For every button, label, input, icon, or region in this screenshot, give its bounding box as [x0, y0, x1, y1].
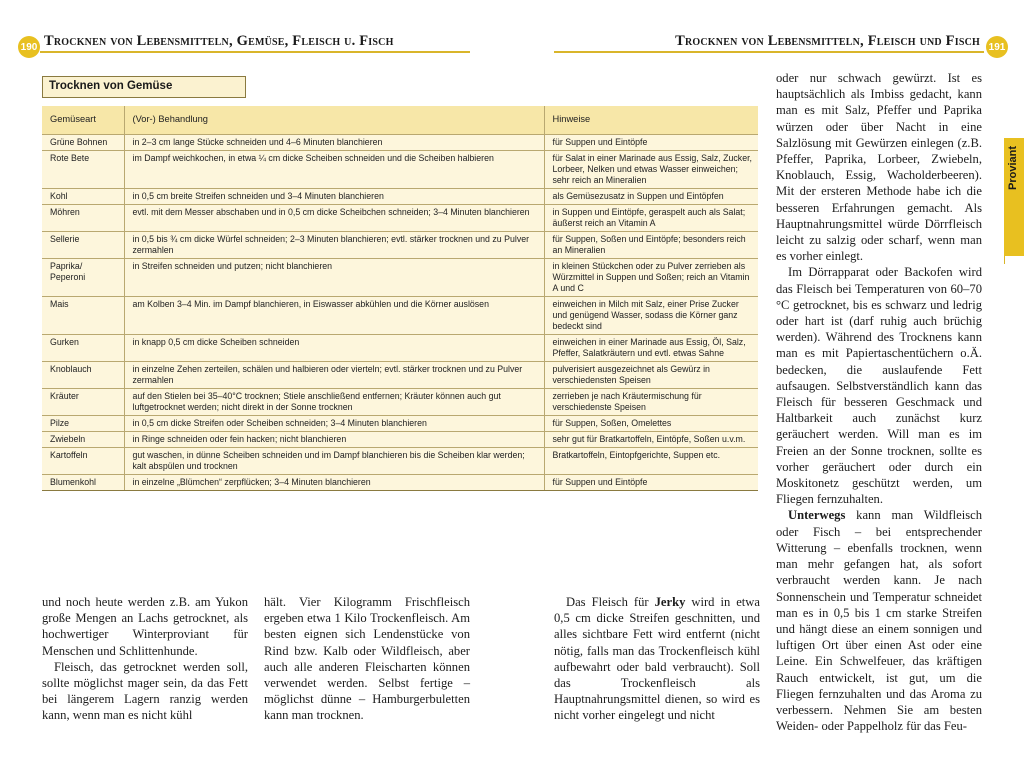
- cell-behandlung: evtl. mit dem Messer abschaben und in 0,5 cm dicke Scheibchen schneiden; 3–4 Minuten blanchieren: [124, 204, 544, 231]
- table-title: Trocknen von Gemüse: [42, 76, 246, 98]
- header-hinweise: Hinweise: [544, 106, 758, 134]
- cell-hinweise: in kleinen Stückchen oder zu Pulver zerrieben als Würzmittel in Suppen und Soßen; reich an Vitamin A und C: [544, 258, 758, 296]
- paragraph-jerky: Das Fleisch für Jerky wird in etwa 0,5 cm dicke Streifen geschnitten, und alles sichtbare Fett wird entfernt (nicht nötig, falls man das Trockenfleisch kühl aufbewahrt oder bald verbraucht). Soll das Trockenfleisch als Hauptnahrungsmittel dienen, so wird es nicht vorher eingelegt und nicht: [554, 595, 760, 723]
- cell-behandlung: in knapp 0,5 cm dicke Scheiben schneiden: [124, 334, 544, 361]
- cell-behandlung: in einzelne „Blümchen“ zerpflücken; 3–4 Minuten blanchieren: [124, 474, 544, 490]
- cell-gemueseart: Blumenkohl: [42, 474, 124, 490]
- running-head-left: Trocknen von Lebensmitteln, Gemüse, Fleisch u. Fisch: [44, 33, 394, 49]
- paragraph: hält. Vier Kilogramm Frischfleisch ergeben etwa 1 Kilo Trockenfleisch. Am besten eignen sich Lendenstücke von Rind bzw. Kalb oder Wildfleisch, aber auch alle anderen Fleischarten können verwendet werden. Selbst fertige – möglichst dünne – Hamburgerbuletten kann man trocknen.: [264, 595, 470, 723]
- table-row: [42, 188, 758, 204]
- paragraph: Fleisch, das getrocknet werden soll, sollte möglichst mager sein, da das Fett bei längerem Lagern ranzig werden kann, wenn man es nicht kühl: [42, 659, 248, 723]
- paragraph-unterwegs: Unterwegs kann man Wildfleisch oder Fisch – bei entsprechender Witterung – ebenfalls trocknen, wenn man mehr gefangen hat, als sofort verbraucht werden kann. Je nach Sonnenschein und Temperatur schneidet man es in 0,5 bis 1 cm starke Streifen und hängt diese an einem sonnigen und luftigen Ort über einen Ast oder eine Leine. Ein Schwelfeuer, das kräftigen Rauch entwickelt, ist gut, um die Fliegen fernzuhalten und das Aroma zu verbessern. Nehmen Sie am besten Weiden- oder Pappelholz für das Feu-: [776, 508, 982, 734]
- cell-gemueseart: Kartoffeln: [42, 447, 124, 474]
- head-rule-right: [554, 51, 984, 53]
- cell-gemueseart: Paprika/ Peperoni: [42, 258, 124, 296]
- text-column-right-1: [554, 594, 760, 724]
- text-column-right-2: [776, 70, 982, 734]
- header-behandlung: (Vor-) Behandlung: [124, 106, 544, 134]
- running-head-right: Trocknen von Lebensmitteln, Fleisch und Fisch: [675, 33, 980, 49]
- text-column-left-2: [264, 594, 470, 724]
- cell-gemueseart: Kräuter: [42, 388, 124, 415]
- table-header-row: [42, 106, 758, 134]
- cell-behandlung: in 2–3 cm lange Stücke schneiden und 4–6 Minuten blanchieren: [124, 134, 544, 150]
- table-row: [42, 447, 758, 474]
- cell-hinweise: einweichen in Milch mit Salz, einer Prise Zucker und genügend Wasser, sodass die Körner ganz bedeckt sind: [544, 296, 758, 334]
- page-number-right: 191: [986, 36, 1008, 58]
- cell-behandlung: im Dampf weichkochen, in etwa ¼ cm dicke Scheiben schneiden und die Scheiben halbieren: [124, 150, 544, 188]
- cell-hinweise: für Suppen und Eintöpfe: [544, 474, 758, 490]
- cell-gemueseart: Pilze: [42, 415, 124, 431]
- cell-gemueseart: Zwiebeln: [42, 431, 124, 447]
- cell-behandlung: in einzelne Zehen zerteilen, schälen und halbieren oder vierteln; evtl. stärker trocknen und zu Pulver zermahlen: [124, 361, 544, 388]
- cell-gemueseart: Gurken: [42, 334, 124, 361]
- cell-hinweise: als Gemüsezusatz in Suppen und Eintöpfen: [544, 188, 758, 204]
- cell-gemueseart: Grüne Bohnen: [42, 134, 124, 150]
- cell-gemueseart: Möhren: [42, 204, 124, 231]
- cell-gemueseart: Rote Bete: [42, 150, 124, 188]
- cell-behandlung: in 0,5 cm dicke Streifen oder Scheiben schneiden; 3–4 Minuten blanchieren: [124, 415, 544, 431]
- table-row: [42, 334, 758, 361]
- table-row: [42, 258, 758, 296]
- cell-behandlung: in Ringe schneiden oder fein hacken; nicht blanchieren: [124, 431, 544, 447]
- cell-behandlung: am Kolben 3–4 Min. im Dampf blanchieren, in Eiswasser abkühlen und die Körner auslösen: [124, 296, 544, 334]
- text-column-left-1: [42, 594, 248, 724]
- cell-hinweise: pulverisiert ausgezeichnet als Gewürz in verschiedensten Speisen: [544, 361, 758, 388]
- cell-behandlung: gut waschen, in dünne Scheiben schneiden und im Dampf blanchieren bis die Scheiben klar werden; kalt abspülen und trocknen: [124, 447, 544, 474]
- term-unterwegs: Unterwegs: [788, 508, 846, 523]
- table-row: [42, 474, 758, 490]
- table-row: [42, 388, 758, 415]
- paragraph: oder nur schwach gewürzt. Ist es hauptsächlich als Imbiss gedacht, kann man es mit Salz, Pfeffer und Paprika würzen oder über Nacht in eine Salzlösung mit Gewürzen einlegen (z.B. Pfeffer, Paprika, Lorbeer, Zwiebeln, Knoblauch, Essig, Wacholderbeeren). Mit der ersteren Methode habe ich die besseren Erfahrungen gemacht. Als Hauptnahrungsmittel würde Dörrfleisch leicht zu salzig oder scharf, wenn man es vorher einlegt.: [776, 71, 982, 264]
- table-row: [42, 296, 758, 334]
- head-rule-left: [40, 51, 470, 53]
- cell-hinweise: für Suppen, Soßen und Eintöpfe; besonders reich an Mineralien: [544, 231, 758, 258]
- tab-rule: [1004, 256, 1024, 264]
- side-tab: [1004, 138, 1024, 256]
- table-row: [42, 231, 758, 258]
- cell-hinweise: für Salat in einer Marinade aus Essig, Salz, Zucker, Lorbeer, Nelken und etwas Wasser einweichen; sehr reich an Mineralien: [544, 150, 758, 188]
- cell-hinweise: einweichen in einer Marinade aus Essig, Öl, Salz, Pfeffer, Salatkräutern und evtl. etwas Sahne: [544, 334, 758, 361]
- table-row: [42, 204, 758, 231]
- cell-hinweise: für Suppen, Soßen, Omelettes: [544, 415, 758, 431]
- header-gemueseart: Gemüseart: [42, 106, 124, 134]
- cell-gemueseart: Sellerie: [42, 231, 124, 258]
- cell-behandlung: in Streifen schneiden und putzen; nicht blanchieren: [124, 258, 544, 296]
- cell-gemueseart: Knoblauch: [42, 361, 124, 388]
- side-tab-label: Proviant: [1007, 146, 1019, 191]
- cell-behandlung: auf den Stielen bei 35–40°C trocknen; Stiele anschließend entfernen; Kräuter können auch gut luftgetrocknet werden; nicht direkt in der Sonne trocknen: [124, 388, 544, 415]
- cell-hinweise: sehr gut für Bratkartoffeln, Eintöpfe, Soßen u.v.m.: [544, 431, 758, 447]
- paragraph: Im Dörrapparat oder Backofen wird das Fleisch bei Temperaturen von 60–70 °C getrocknet, bis es schwarz und ledrig oder hart ist (darf ruhig auch brüchig werden). Während des Trocknens kann man es mit Papiertaschentüchern o.Ä. bedecken, die auslaufende Fett aufsaugen. Selbstverständlich kann das Fleisch für besseren Geschmack und Haltbarkeit auch zunächst kurz geräuchert werden. Will man es im Freien an der Sonne trocknen, sollte es vorher geräuchert oder durch ein Moskitonetz geschützt werden, um Fliegen fernzuhalten.: [776, 265, 982, 507]
- table-row: [42, 361, 758, 388]
- page-number-left: 190: [18, 36, 40, 58]
- cell-hinweise: zerrieben je nach Kräutermischung für verschiedenste Speisen: [544, 388, 758, 415]
- cell-hinweise: Bratkartoffeln, Eintopfgerichte, Suppen etc.: [544, 447, 758, 474]
- cell-gemueseart: Kohl: [42, 188, 124, 204]
- cell-behandlung: in 0,5 cm breite Streifen schneiden und 3–4 Minuten blanchieren: [124, 188, 544, 204]
- cell-hinweise: in Suppen und Eintöpfe, geraspelt auch als Salat; äußerst reich an Vitamin A: [544, 204, 758, 231]
- paragraph: und noch heute werden z.B. am Yukon große Mengen an Lachs getrocknet, als hochwertiger Winterproviant für Menschen und Schlittenhunde.: [42, 595, 248, 658]
- table-row: [42, 431, 758, 447]
- table-row: [42, 150, 758, 188]
- cell-gemueseart: Mais: [42, 296, 124, 334]
- table-row: [42, 134, 758, 150]
- vegetable-drying-table: [42, 106, 758, 491]
- term-jerky: Jerky: [654, 595, 686, 609]
- table-row: [42, 415, 758, 431]
- cell-hinweise: für Suppen und Eintöpfe: [544, 134, 758, 150]
- cell-behandlung: in 0,5 bis ¾ cm dicke Würfel schneiden; 2–3 Minuten blanchieren; evtl. stärker trocknen und zu Pulver zermahlen: [124, 231, 544, 258]
